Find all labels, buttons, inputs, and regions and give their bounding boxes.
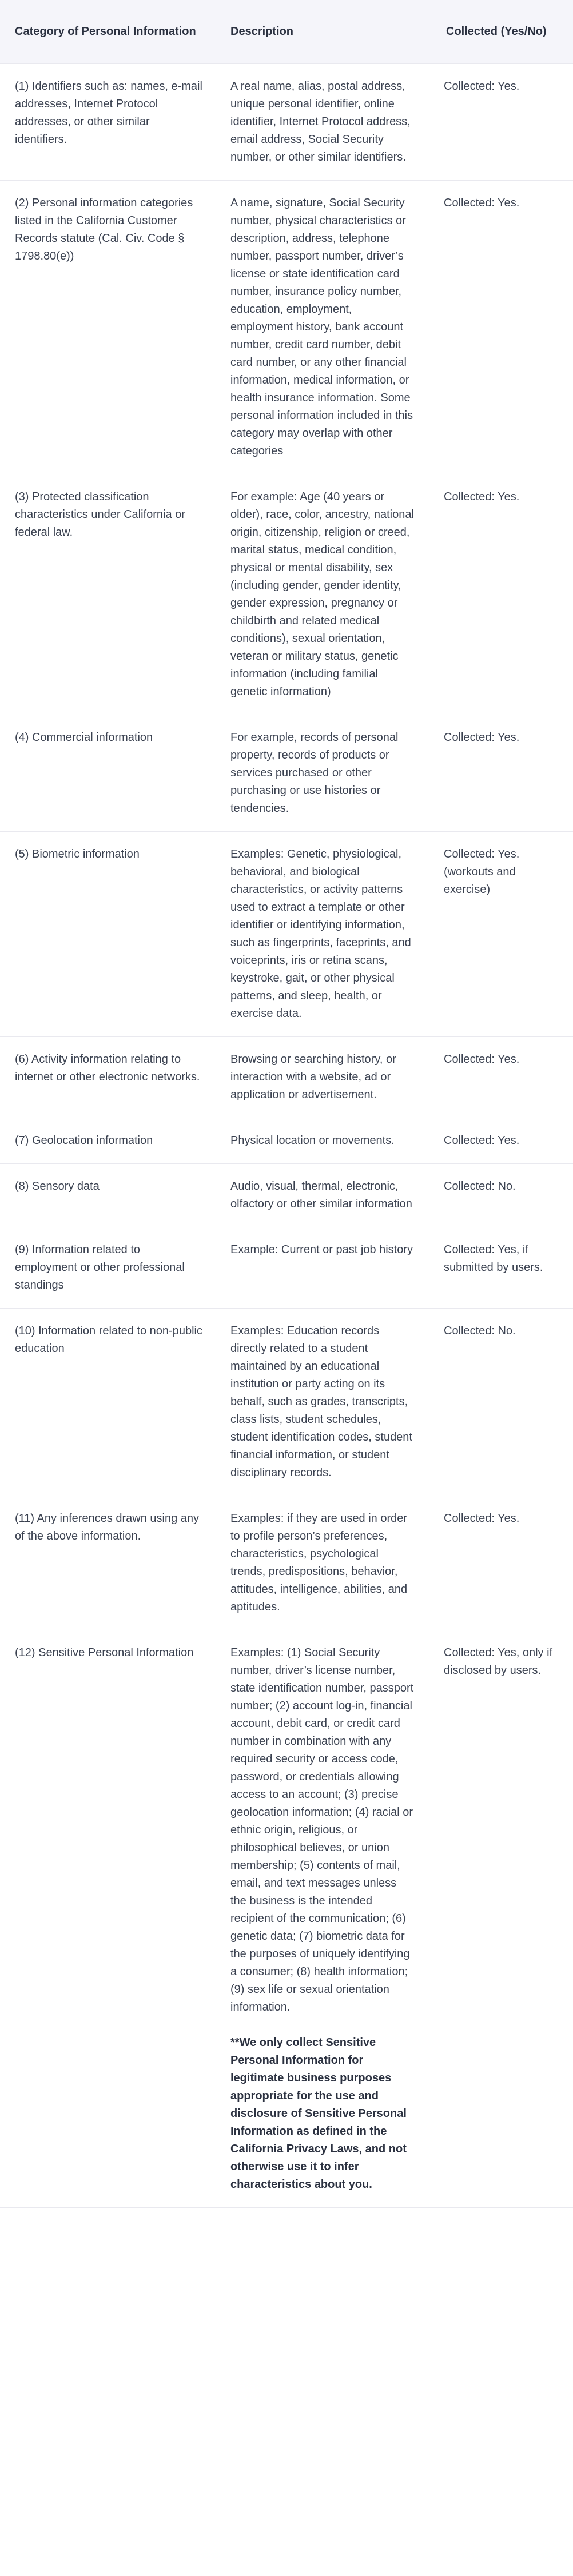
description-cell: Physical location or movements. bbox=[216, 1118, 431, 1164]
collected-cell: Collected: No. bbox=[431, 1309, 573, 1496]
collected-cell: Collected: Yes. bbox=[431, 715, 573, 832]
category-cell: (5) Biometric information bbox=[0, 832, 216, 1037]
collected-cell: Collected: No. bbox=[431, 1164, 573, 1227]
header-row bbox=[0, 0, 573, 64]
description-cell: Browsing or searching history, or interaction with a website, ad or application or advertisement. bbox=[216, 1037, 431, 1118]
description-cell: A name, signature, Social Security number, physical characteristics or description, address, telephone number, passport number, driver’s license or state identification card number, insurance policy number, education, employment, employment history, bank account number, credit card number, debit card number, or any other financial information, medical information, or health insurance information. Some personal information included in this category may overlap with other categories bbox=[216, 181, 431, 474]
description-cell: A real name, alias, postal address, unique personal identifier, online identifier, Internet Protocol address, email address, Social Security number, or other similar identifiers. bbox=[216, 64, 431, 181]
description-text: Examples: (1) Social Security number, driver’s license number, state identification number, passport number; (2) account log-in, financial account, debit card, or credit card number in combination with any required security or access code, password, or credentials allowing access to an account; (3) precise geolocation information; (4) racial or ethnic origin, religious, or philosophical believes, or union membership; (5) contents of mail, email, and text messages unless the business is the intended recipient of the communication; (6) genetic data; (7) biometric data for the purposes of uniquely identifying a consumer; (8) health information; (9) sex life or sexual orientation information. bbox=[230, 1646, 414, 2013]
table-row bbox=[0, 181, 573, 474]
table-row bbox=[0, 832, 573, 1037]
table-header bbox=[0, 0, 573, 64]
description-cell: Example: Current or past job history bbox=[216, 1227, 431, 1309]
header-category: Category of Personal Information bbox=[0, 0, 216, 64]
header-collected: Collected (Yes/No) bbox=[431, 0, 573, 64]
table-row bbox=[0, 1037, 573, 1118]
table-row bbox=[0, 1496, 573, 1630]
description-cell: For example: Age (40 years or older), race, color, ancestry, national origin, citizenship, religion or creed, marital status, medical condition, physical or mental disability, sex (including gender, gender identity, gender expression, pregnancy or childbirth and related medical conditions), sexual orientation, veteran or military status, genetic information (including familial genetic information) bbox=[216, 474, 431, 715]
collected-cell: Collected: Yes. bbox=[431, 1496, 573, 1630]
table-body bbox=[0, 64, 573, 2208]
category-cell: (9) Information related to employment or other professional standings bbox=[0, 1227, 216, 1309]
table-row bbox=[0, 715, 573, 832]
category-cell: (8) Sensory data bbox=[0, 1164, 216, 1227]
collected-cell: Collected: Yes. bbox=[431, 1118, 573, 1164]
category-cell: (1) Identifiers such as: names, e-mail addresses, Internet Protocol addresses, or other similar identifiers. bbox=[0, 64, 216, 181]
table-row bbox=[0, 1118, 573, 1164]
collected-cell: Collected: Yes. bbox=[431, 64, 573, 181]
category-cell: (12) Sensitive Personal Information bbox=[0, 1630, 216, 2208]
table-row bbox=[0, 1164, 573, 1227]
table-row bbox=[0, 1309, 573, 1496]
category-cell: (10) Information related to non-public education bbox=[0, 1309, 216, 1496]
description-cell: Examples: Genetic, physiological, behavioral, and biological characteristics, or activity patterns used to extract a template or other identifier or identifying information, such as fingerprints, faceprints, and voiceprints, iris or retina scans, keystroke, gait, or other physical patterns, and sleep, health, or exercise data. bbox=[216, 832, 431, 1037]
collected-cell: Collected: Yes. bbox=[431, 181, 573, 474]
description-cell: For example, records of personal property, records of products or services purchased or other purchasing or use histories or tendencies. bbox=[216, 715, 431, 832]
collected-cell: Collected: Yes. bbox=[431, 474, 573, 715]
table-row bbox=[0, 474, 573, 715]
collected-cell: Collected: Yes, only if disclosed by users. bbox=[431, 1630, 573, 2208]
category-cell: (4) Commercial information bbox=[0, 715, 216, 832]
sensitive-info-note: **We only collect Sensitive Personal Information for legitimate business purposes appropriate for the use and disclosure of Sensitive Personal Information as defined in the California Privacy Laws, and not otherwise use it to infer characteristics about you. bbox=[230, 2036, 407, 2191]
table-row bbox=[0, 1630, 573, 2208]
description-cell: Examples: Education records directly related to a student maintained by an educational institution or party acting on its behalf, such as grades, transcripts, class lists, student schedules, student identification codes, student financial information, or student disciplinary records. bbox=[216, 1309, 431, 1496]
table-row bbox=[0, 1227, 573, 1309]
description-cell: Examples: if they are used in order to profile person’s preferences, characteristics, psychological trends, predispositions, behavior, attitudes, intelligence, abilities, and aptitudes. bbox=[216, 1496, 431, 1630]
category-cell: (7) Geolocation information bbox=[0, 1118, 216, 1164]
category-cell: (6) Activity information relating to internet or other electronic networks. bbox=[0, 1037, 216, 1118]
collected-cell: Collected: Yes, if submitted by users. bbox=[431, 1227, 573, 1309]
description-cell bbox=[216, 1630, 431, 2208]
category-cell: (3) Protected classification characteristics under California or federal law. bbox=[0, 474, 216, 715]
category-cell: (11) Any inferences drawn using any of the above information. bbox=[0, 1496, 216, 1630]
description-cell: Audio, visual, thermal, electronic, olfactory or other similar information bbox=[216, 1164, 431, 1227]
collected-cell: Collected: Yes. (workouts and exercise) bbox=[431, 832, 573, 1037]
header-description: Description bbox=[216, 0, 431, 64]
category-cell: (2) Personal information categories listed in the California Customer Records statute (Cal. Civ. Code § 1798.80(e)) bbox=[0, 181, 216, 474]
collected-cell: Collected: Yes. bbox=[431, 1037, 573, 1118]
table-row bbox=[0, 64, 573, 181]
